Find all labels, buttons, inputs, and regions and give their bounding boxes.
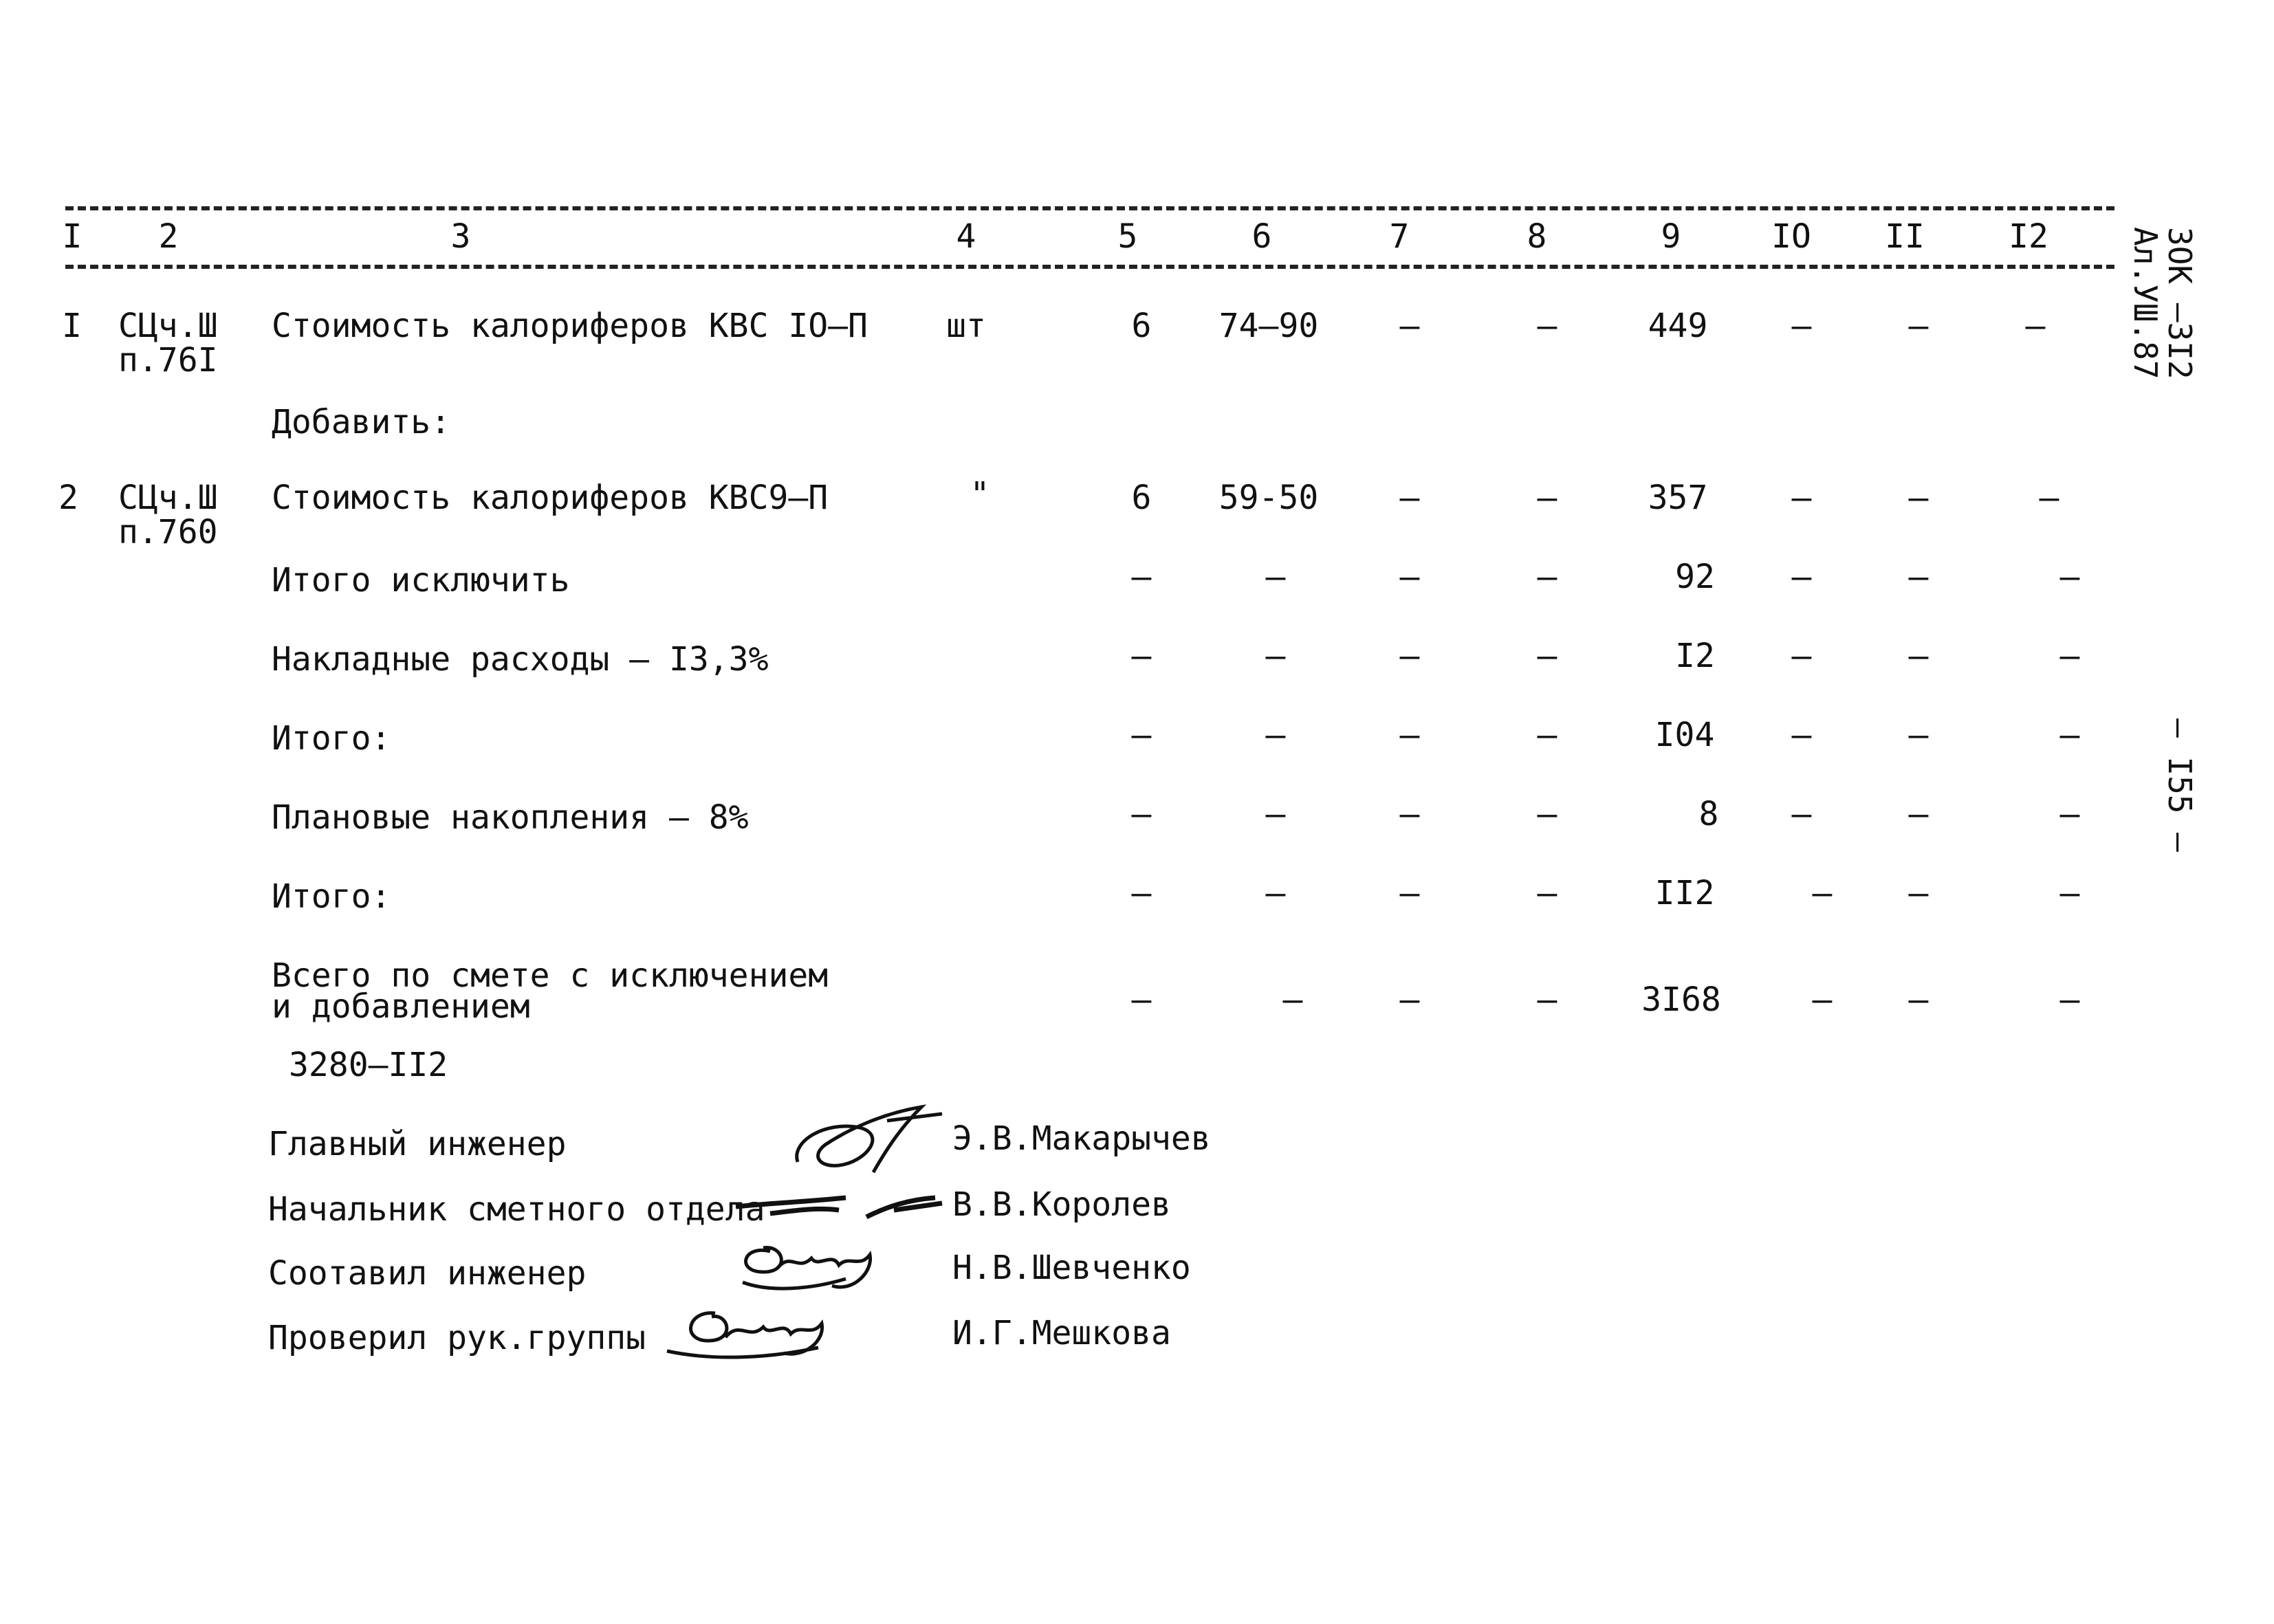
summary-label-line2: и добавлением bbox=[272, 987, 530, 1026]
cell: – bbox=[1908, 795, 1929, 833]
cell: – bbox=[1791, 479, 1812, 517]
cell: – bbox=[1791, 307, 1812, 345]
total-value: I2 bbox=[1675, 637, 1715, 675]
cell: – bbox=[1537, 980, 1557, 1019]
cell: – bbox=[2059, 558, 2080, 596]
cell: – bbox=[1908, 637, 1929, 675]
total-value: 3I68 bbox=[1641, 980, 1721, 1019]
summary-label: Всего по смете с исключением bbox=[272, 956, 829, 995]
signature-head-of-department bbox=[729, 1183, 956, 1231]
total-value: 449 bbox=[1648, 307, 1708, 345]
col-header: 7 bbox=[1389, 217, 1410, 256]
cell: – bbox=[1265, 716, 1286, 754]
cell: – bbox=[1131, 980, 1152, 1019]
cell: – bbox=[1812, 874, 1833, 912]
cell: – bbox=[1908, 874, 1929, 912]
cell: – bbox=[1537, 558, 1557, 596]
total-value: II2 bbox=[1654, 874, 1715, 912]
total-value: 92 bbox=[1675, 558, 1715, 596]
unit-price: 59-50 bbox=[1218, 479, 1319, 517]
cell: – bbox=[1399, 479, 1420, 517]
cell: – bbox=[1399, 716, 1420, 754]
cell: – bbox=[1791, 558, 1812, 596]
cell: – bbox=[1537, 637, 1557, 675]
item-name: Стоимость калориферов КВС9–П bbox=[272, 479, 829, 517]
signer-name: Н.В.Шевченко bbox=[952, 1249, 1191, 1287]
col-header: I bbox=[62, 217, 83, 256]
col-header: 9 bbox=[1661, 217, 1681, 256]
cell: – bbox=[1131, 874, 1152, 912]
signer-name: Э.В.Макарычев bbox=[952, 1119, 1211, 1158]
cell: – bbox=[1265, 795, 1286, 833]
cell: – bbox=[1537, 716, 1557, 754]
cell: – bbox=[1399, 980, 1420, 1019]
cell: – bbox=[1908, 558, 1929, 596]
cell: – bbox=[1537, 874, 1557, 912]
col-header: I2 bbox=[2009, 217, 2048, 256]
col-header: II bbox=[1885, 217, 1925, 256]
header-bottom-rule bbox=[65, 265, 2114, 269]
quantity: 6 bbox=[1131, 479, 1152, 517]
cell: – bbox=[2059, 716, 2080, 754]
cell: – bbox=[2059, 637, 2080, 675]
col-header: 3 bbox=[450, 217, 471, 256]
cell: – bbox=[1791, 795, 1812, 833]
cell: – bbox=[1791, 716, 1812, 754]
summary-label: Накладные расходы – I3,3% bbox=[272, 640, 769, 679]
document-code: ЗОК –3I2 bbox=[2161, 227, 2198, 380]
signature-chief-engineer bbox=[784, 1100, 963, 1183]
col-header: IO bbox=[1771, 217, 1811, 256]
cell: – bbox=[1399, 307, 1420, 345]
cell: – bbox=[1908, 307, 1929, 345]
cell: – bbox=[1131, 716, 1152, 754]
quantity: 6 bbox=[1131, 307, 1152, 345]
cell: – bbox=[2059, 874, 2080, 912]
cell: – bbox=[1131, 795, 1152, 833]
unit: " bbox=[970, 475, 990, 514]
total-calculation: 3280–II2 bbox=[289, 1046, 448, 1084]
cell: – bbox=[1537, 307, 1557, 345]
signer-role: Соотавил инженер bbox=[268, 1254, 587, 1293]
cell: – bbox=[1399, 874, 1420, 912]
cell: – bbox=[1537, 795, 1557, 833]
item-name: Стоимость калориферов КВС IO–П bbox=[272, 307, 868, 345]
header-top-rule bbox=[65, 206, 2114, 210]
summary-label: Итого исключить bbox=[272, 561, 570, 600]
cell: – bbox=[2039, 479, 2059, 517]
cell: – bbox=[1812, 980, 1833, 1019]
col-header: 5 bbox=[1117, 217, 1138, 256]
signer-role: Проверил рук.группы bbox=[268, 1319, 646, 1357]
signer-role: Начальник сметного отдела bbox=[268, 1190, 765, 1229]
cell: – bbox=[2059, 980, 2080, 1019]
total-value: 8 bbox=[1698, 795, 1719, 833]
cell: – bbox=[2059, 795, 2080, 833]
price-reference: СЦч.Ш bbox=[118, 479, 218, 517]
cell: – bbox=[1282, 980, 1303, 1019]
signer-name: В.В.Королев bbox=[952, 1185, 1171, 1224]
price-reference-item: п.76I bbox=[118, 341, 218, 380]
document-sheet: Ал.УШ.87 bbox=[2127, 227, 2164, 380]
col-header: 2 bbox=[158, 217, 179, 256]
cell: – bbox=[1131, 558, 1152, 596]
cell: – bbox=[1265, 637, 1286, 675]
col-header: 6 bbox=[1251, 217, 1272, 256]
cell: – bbox=[1908, 479, 1929, 517]
cell: – bbox=[1908, 716, 1929, 754]
col-header: 4 bbox=[956, 217, 976, 256]
cell: – bbox=[1399, 637, 1420, 675]
summary-label: Итого: bbox=[272, 877, 391, 916]
summary-label: Итого: bbox=[272, 719, 391, 758]
col-header: 8 bbox=[1527, 217, 1547, 256]
signer-role: Главный инженер bbox=[268, 1125, 567, 1163]
cell: – bbox=[1791, 637, 1812, 675]
cell: – bbox=[1265, 874, 1286, 912]
cell: – bbox=[1265, 558, 1286, 596]
summary-label: Плановые накопления – 8% bbox=[272, 798, 749, 837]
cell: – bbox=[1537, 479, 1557, 517]
signer-name: И.Г.Мешкова bbox=[952, 1314, 1171, 1352]
row-number: I bbox=[62, 307, 82, 345]
cell: – bbox=[1399, 795, 1420, 833]
unit-price: 74–90 bbox=[1218, 307, 1319, 345]
price-reference-item: п.760 bbox=[118, 513, 218, 551]
section-label: Добавить: bbox=[272, 403, 451, 441]
total-value: 357 bbox=[1648, 479, 1708, 517]
cell: – bbox=[2025, 307, 2046, 345]
cell: – bbox=[1908, 980, 1929, 1019]
total-value: I04 bbox=[1654, 716, 1715, 754]
page-number: – I55 – bbox=[2161, 718, 2198, 852]
unit: шт bbox=[946, 307, 986, 345]
signature-group-head bbox=[660, 1293, 866, 1368]
cell: – bbox=[1399, 558, 1420, 596]
price-reference: СЦч.Ш bbox=[118, 307, 218, 345]
row-number: 2 bbox=[58, 479, 78, 517]
cell: – bbox=[1131, 637, 1152, 675]
